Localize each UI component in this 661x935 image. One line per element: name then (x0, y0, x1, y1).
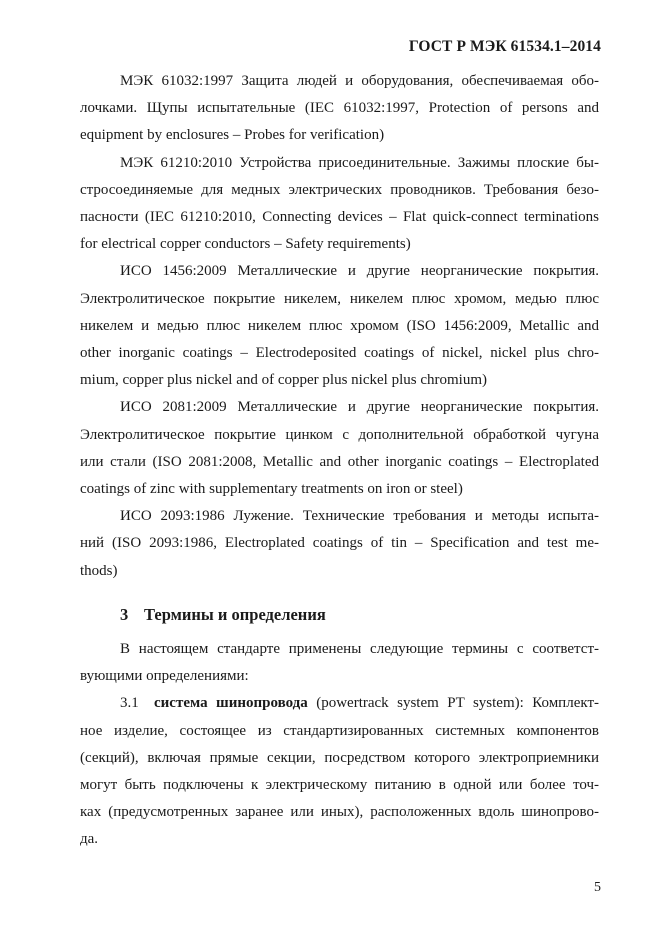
normative-references (80, 68, 599, 585)
section-intro (80, 636, 599, 690)
text-line: В настоящем стандарте применены следующие термины с соответст- (120, 641, 599, 657)
reference-iec-61032 (80, 68, 599, 150)
text-line: coatings of zinc with supplementary treatments on iron or steel) (80, 481, 463, 498)
section-body (80, 636, 599, 854)
text-line: Электролитическое покрытие цинком с дополнительной обработкой чугуна (80, 426, 599, 443)
text-line: mium, copper plus nickel and of copper plus nickel plus chromium) (80, 372, 487, 389)
term-name: система шинопровода (154, 695, 308, 712)
text-line: стросоединяемые для медных электрических проводников. Требования безо- (80, 181, 599, 198)
term-definition (80, 690, 599, 853)
reference-iso-1456 (80, 258, 599, 394)
term-first-line (80, 690, 599, 717)
reference-iso-2081 (80, 394, 599, 503)
text-line: other inorganic coatings – Electrodeposited coatings of nickel, nickel plus chro- (80, 345, 599, 362)
text-line: (секций), включая прямые секции, посредством которого электроприемники (80, 749, 599, 766)
term-definition-start: (powertrack system PT system): Комплект- (307, 695, 599, 712)
text-line: лочками. Щупы испытательные (IEC 61032:1997, Protection of persons and (80, 100, 599, 117)
text-line: никелем и медью плюс никелем плюс хромом (ISO 1456:2009, Metallic and (80, 317, 599, 334)
section-heading (120, 605, 326, 625)
text-line: могут быть подключены к электрическому питанию в одной или более точ- (80, 777, 599, 794)
text-line: Электролитическое покрытие никелем, никелем плюс хромом, медью плюс (80, 290, 599, 307)
reference-iso-2093 (80, 503, 599, 585)
text-line: ИСО 1456:2009 Металлические и другие неорганические покрытия. (120, 263, 599, 280)
document-header: ГОСТ Р МЭК 61534.1–2014 (408, 38, 601, 55)
term-number: 3.1 (120, 695, 139, 712)
section-title-text: Термины и определения (144, 605, 326, 624)
text-line: ний (ISO 2093:1986, Electroplated coatings of tin – Specification and test me- (80, 535, 599, 552)
text-line: ках (предусмотренных заранее или иных), расположенных вдоль шинопрово- (80, 804, 599, 821)
text-line: МЭК 61032:1997 Защита людей и оборудования, обеспечиваемая обо- (120, 73, 599, 89)
text-line: вующими определениями: (80, 668, 249, 685)
text-line: equipment by enclosures – Probes for verification) (80, 127, 385, 144)
text-line: пасности (IEC 61210:2010, Connecting devices – Flat quick-connect terminations (80, 209, 599, 226)
page-number: 5 (594, 880, 601, 895)
text-line: МЭК 61210:2010 Устройства присоединительные. Зажимы плоские бы- (120, 154, 599, 171)
text-line: да. (80, 831, 99, 848)
text-line: ИСО 2093:1986 Лужение. Технические требования и методы испыта- (120, 508, 599, 525)
text-line: или стали (ISO 2081:2008, Metallic and other inorganic coatings – Electroplated (80, 453, 599, 470)
text-line: for electrical copper conductors – Safety requirements) (80, 236, 411, 253)
section-number: 3 (120, 605, 129, 624)
reference-iec-61210 (80, 150, 599, 259)
text-line: ИСО 2081:2009 Металлические и другие неорганические покрытия. (120, 399, 599, 416)
text-line: thods) (80, 562, 118, 579)
text-line: ное изделие, состоящее из стандартизированных системных компонентов (80, 722, 599, 739)
